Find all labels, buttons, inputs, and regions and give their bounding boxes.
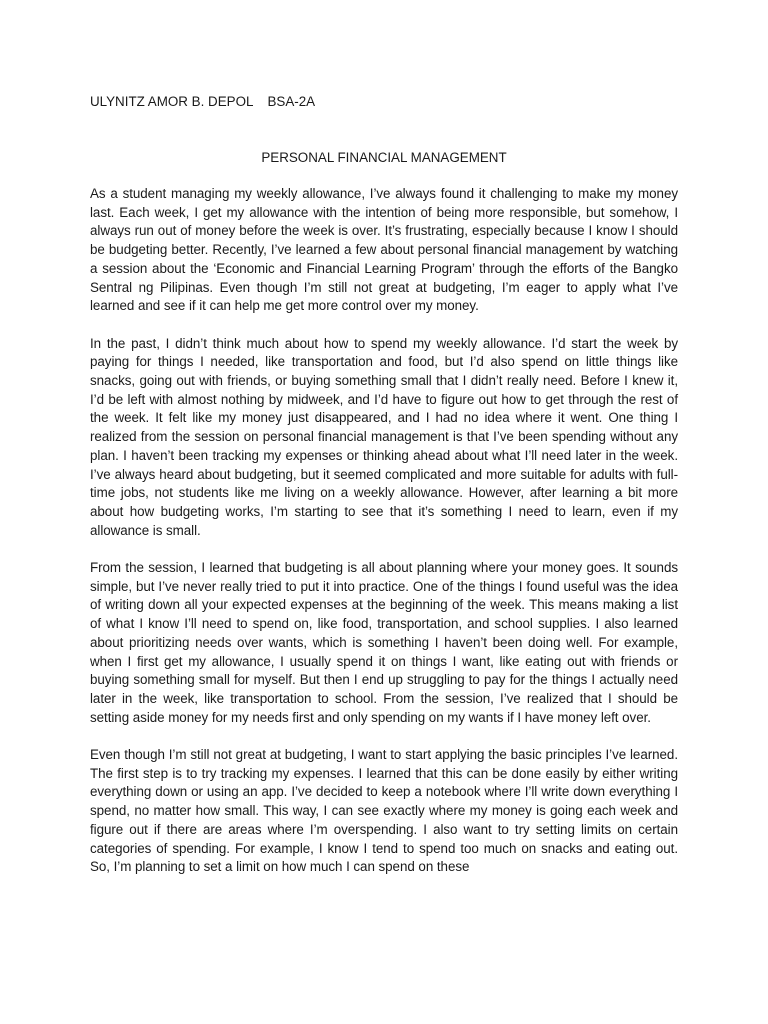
author-name: ULYNITZ AMOR B. DEPOL <box>90 94 254 109</box>
paragraph-4: Even though I’m still not great at budgeting, I want to start applying the basic principles I’ve learned. The first step is to try tracking my expenses. I learned that this can be done easily by either writing everything down or using an app. I’ve decided to keep a notebook where I’ll write down everything I spend, no matter how small. This way, I can see exactly where my money is going each week and figure out if there are areas where I’m overspending. I also want to try setting limits on certain categories of spending. For example, I know I tend to spend too much on snacks and eating out. So, I’m planning to set a limit on how much I can spend on these <box>90 747 678 875</box>
course-section: BSA-2A <box>267 94 316 109</box>
paragraph-3: From the session, I learned that budgeting is all about planning where your money goes. It sounds simple, but I’ve never really tried to put it into practice. One of the things I found useful was the idea of writing down all your expected expenses at the beginning of the week. This means making a list of what I know I’ll need to spend on, like food, transportation, and school supplies. I also learned about prioritizing needs over wants, which is something I haven’t been doing well. For example, when I first get my allowance, I usually spend it on things I want, like eating out with friends or buying something small for myself. But then I end up struggling to pay for the things I actually need later in the week, like transportation to school. From the session, I’ve realized that I should be setting aside money for my needs first and only spending on my wants if I have money left over. <box>90 560 678 725</box>
paragraph-1: As a student managing my weekly allowance, I’ve always found it challenging to make my money last. Each week, I get my allowance with the intention of being more responsible, but somehow, I always run out of money before the week is over. It’s frustrating, especially because I know I should be budgeting better. Recently, I’ve learned a few about personal financial management by watching a session about the ‘Economic and Financial Learning Program’ through the efforts of the Bangko Sentral ng Pilipinas. Even though I’m still not great at budgeting, I’m eager to apply what I’ve learned and see if it can help me get more control over my money. <box>90 186 678 314</box>
document-body <box>90 185 678 896</box>
author-header <box>90 93 315 111</box>
document-title: PERSONAL FINANCIAL MANAGEMENT <box>261 150 507 165</box>
paragraph-2: In the past, I didn’t think much about how to spend my weekly allowance. I’d start the week by paying for things I needed, like transportation and food, but I’d also spend on little things like snacks, going out with friends, or buying something small that I didn’t really need. Before I knew it, I’d be left with almost nothing by midweek, and I’d have to figure out how to get through the rest of the week. It felt like my money just disappeared, and I had no idea where it went. One thing I realized from the session on personal financial management is that I’ve been spending without any plan. I haven’t been tracking my expenses or thinking ahead about what I’ll need later in the week. I’ve always heard about budgeting, but it seemed complicated and more suitable for adults with full-time jobs, not students like me living on a weekly allowance. However, after learning a bit more about how budgeting works, I’m starting to see that it’s something I need to learn, even if my allowance is small. <box>90 335 678 538</box>
